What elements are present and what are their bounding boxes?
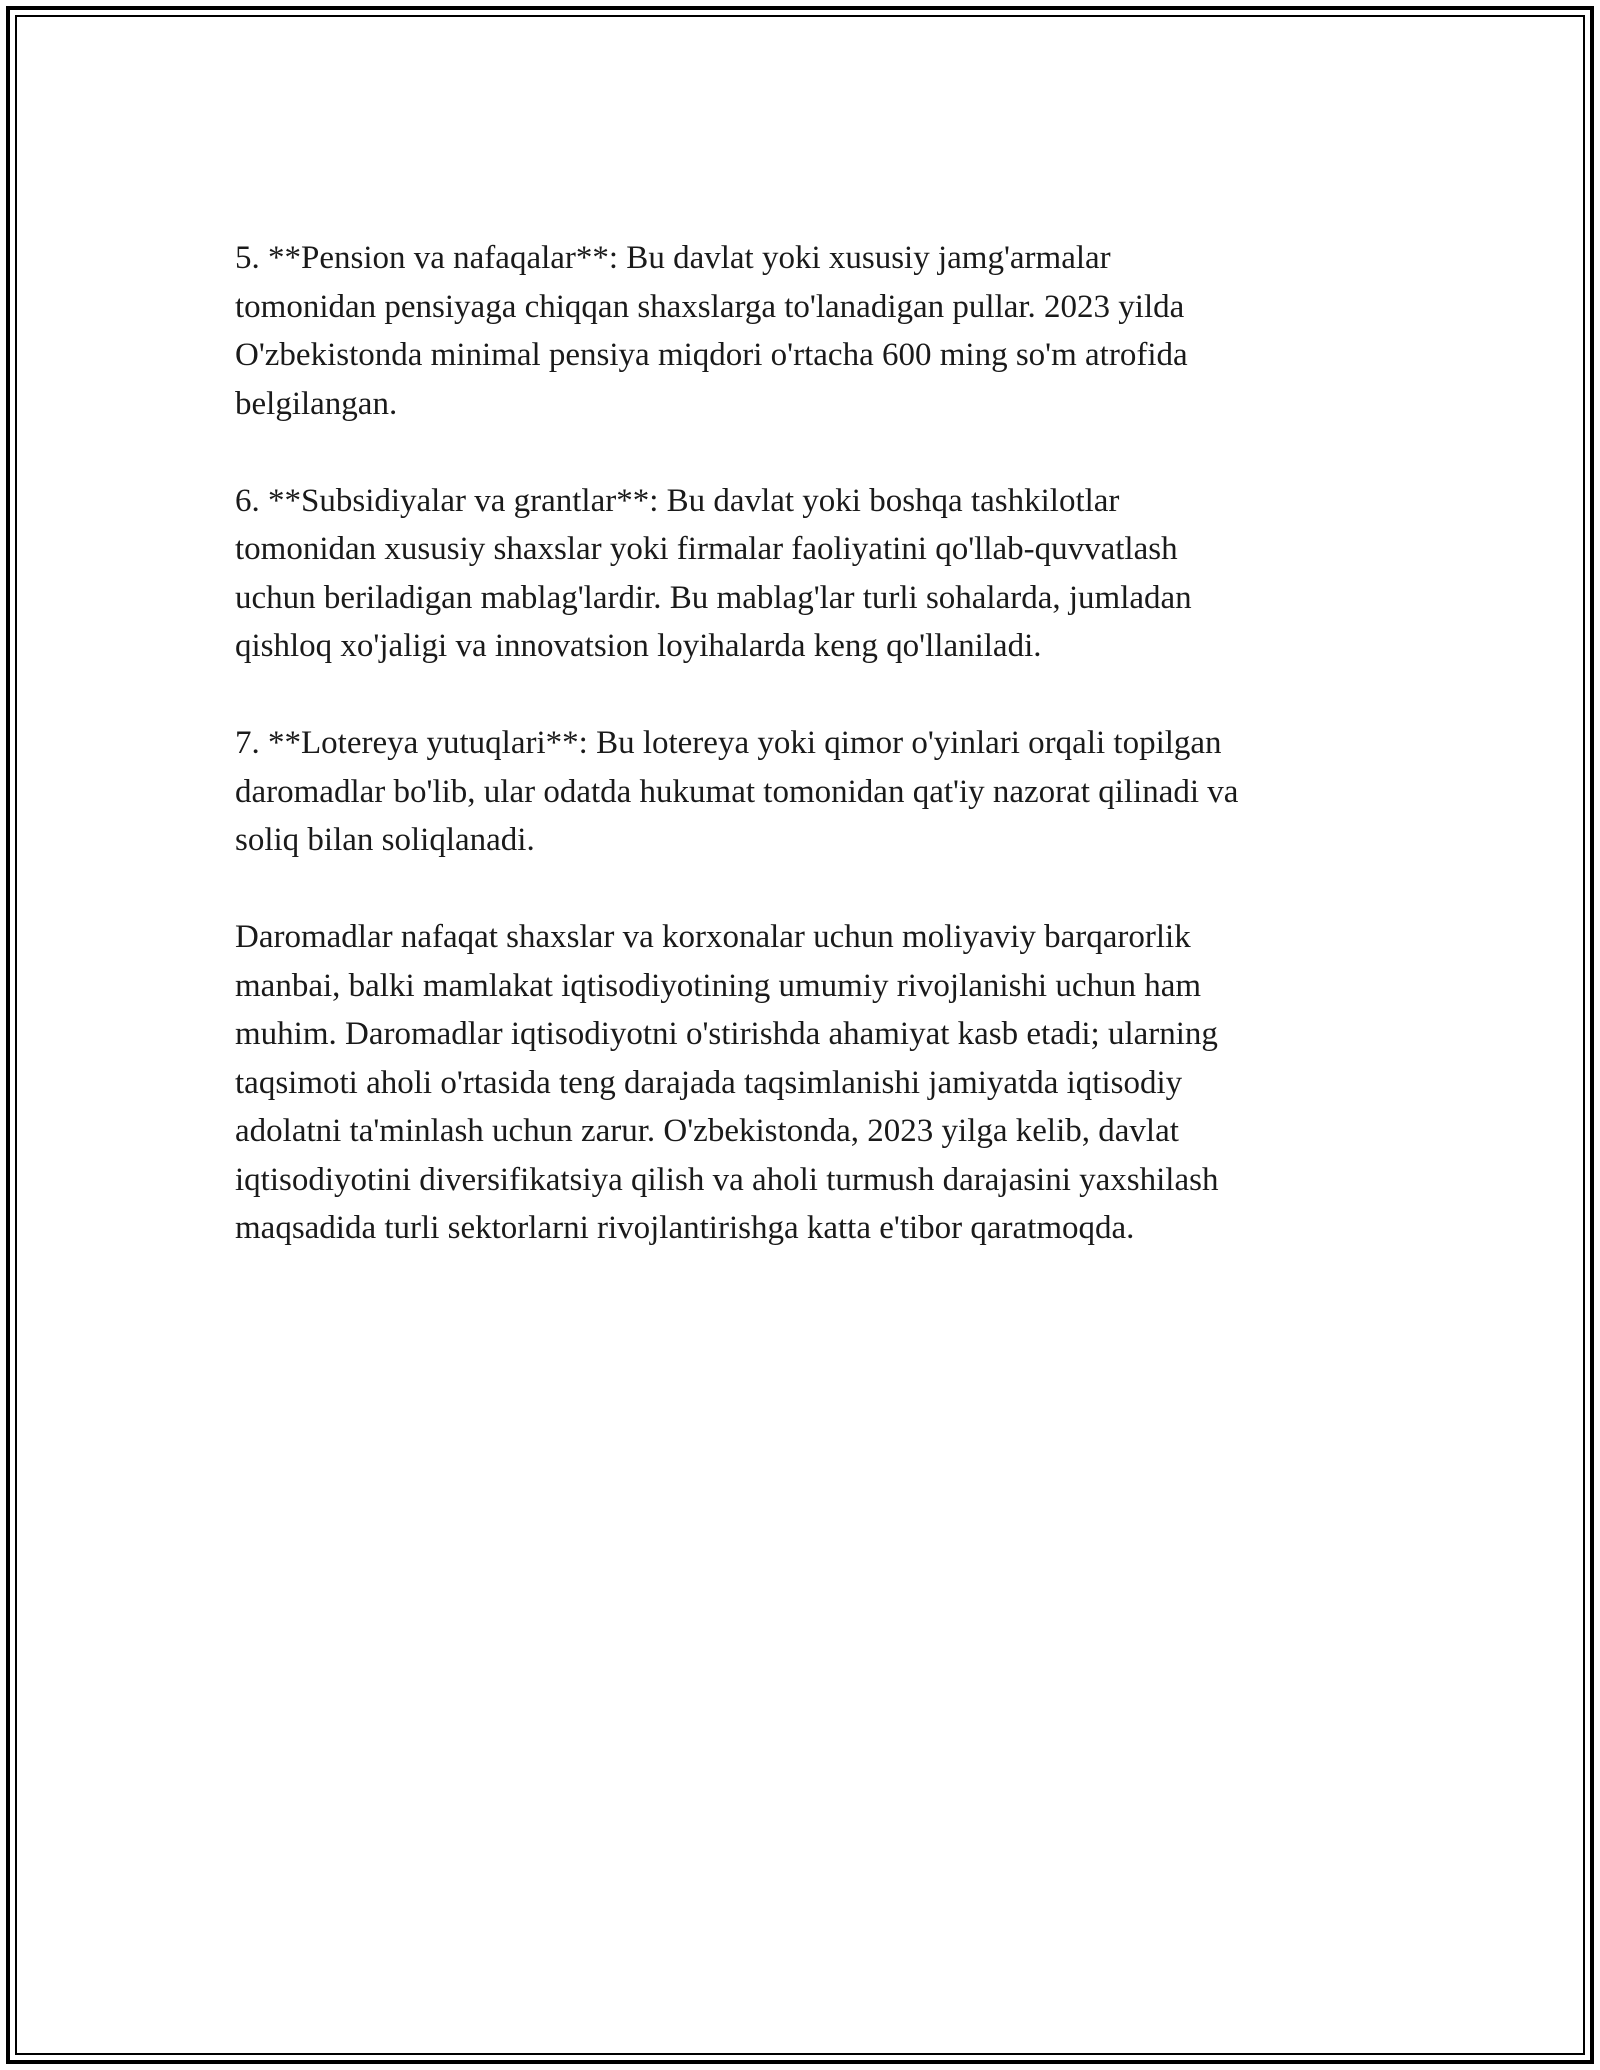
- paragraph-lottery: 7. **Lotereya yutuqlari**: Bu lotereya yoki qimor o'yinlari orqali topilgan daromadlar bo'lib, ular odatda hukumat tomonidan qat'iy nazorat qilinadi va soliq bilan soliqlanadi.: [235, 725, 1239, 858]
- paragraph-subsidies: 6. **Subsidiyalar va grantlar**: Bu davlat yoki boshqa tashkilotlar tomonidan xususiy shaxslar yoki firmalar faoliyatini qo'llab-quvvatlash uchun beriladigan mablag'lardir. Bu mablag'lar turli sohalarda, jumladan qishloq xo'jaligi va innovatsion loyihalarda keng qo'llaniladi.: [235, 482, 1192, 664]
- paragraph-conclusion: Daromadlar nafaqat shaxslar va korxonalar uchun moliyaviy barqarorlik manbai, balki mamlakat iqtisodiyotining umumiy rivojlanishi uchun ham muhim. Daromadlar iqtisodiyotni o'stirishda ahamiyat kasb etadi; ularning taqsimoti aholi o'rtasida teng darajada taqsimlanishi jamiyatda iqtisodiy adolatni ta'minlash uchun zarur. O'zbekistonda, 2023 yilga kelib, davlat iqtisodiyotini diversifikatsiya qilish va aholi turmush darajasini yaxshilash maqsadida turli sektorlarni rivojlantirishga katta e'tibor qaratmoqda.: [235, 919, 1219, 1246]
- paragraph-pension: 5. **Pension va nafaqalar**: Bu davlat yoki xususiy jamg'armalar tomonidan pensiyaga chiqqan shaxslarga to'lanadigan pullar. 2023 yilda O'zbekistonda minimal pensiya miqdori o'rtacha 600 ming so'm atrofida belgilangan.: [235, 240, 1188, 422]
- document-body: [235, 234, 1375, 1301]
